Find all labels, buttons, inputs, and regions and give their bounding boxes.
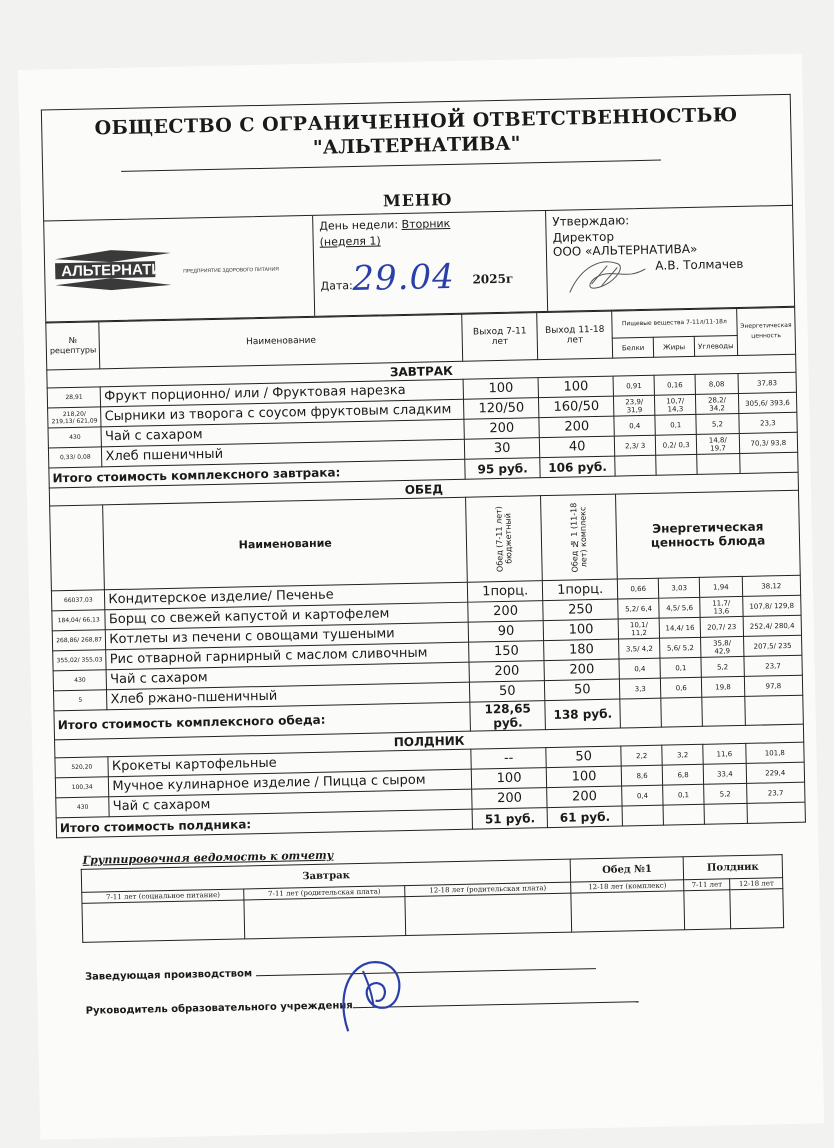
row-out2: 180 — [544, 639, 619, 661]
row-protein: 5,2/ 6,4 — [618, 598, 659, 619]
header-nutrients: Пищевые вещества 7-11л/11-18л — [612, 309, 737, 339]
row-fat: 0,1 — [663, 784, 704, 805]
row-fat: 0,16 — [654, 374, 695, 395]
row-carbs: 5,2 — [696, 413, 739, 434]
row-name: Кондитерское изделие/ Печенье — [105, 582, 468, 610]
group-cell — [244, 897, 405, 939]
row-energy: 107,8/ 129,8 — [742, 595, 801, 616]
row-protein: 0,91 — [613, 375, 654, 396]
header-out1: Выход 7-11 лет — [462, 313, 538, 362]
row-energy: 23,3 — [739, 412, 798, 433]
row-energy: 70,3/ 93,8 — [739, 432, 798, 453]
row-name: Чай с сахаром — [101, 419, 464, 447]
row-protein: 0,4 — [622, 785, 663, 806]
row-protein: 0,4 — [619, 658, 660, 679]
row-name: Сырники из творога с соусом фруктовым сладким — [101, 399, 464, 427]
row-out1: 90 — [468, 621, 543, 643]
row-name: Мучное кулинарное изделие / Пицца с сыром — [109, 769, 472, 797]
approval-block — [546, 206, 794, 311]
row-energy: 97,8 — [744, 675, 803, 696]
row-out1: 120/50 — [464, 398, 539, 420]
group-lunch: Обед №1 — [570, 857, 683, 882]
row-name: Рис отварной гарнирный с маслом сливочным — [106, 642, 469, 670]
breakfast-price-1: 95 руб. — [465, 458, 540, 480]
row-code: 268,86/ 268,87 — [52, 630, 106, 651]
header-energy: Энергетическая ценность — [736, 307, 795, 355]
approve-label: Утверждаю: — [552, 213, 630, 229]
lunch-header-out1: Обед (7-11 лет) бюджетный — [494, 505, 514, 573]
director-signature-icon — [561, 255, 652, 299]
row-protein: 0,66 — [617, 578, 658, 599]
row-energy: 37,83 — [738, 372, 797, 393]
row-out1: 50 — [470, 681, 545, 703]
row-fat: 0,1 — [655, 414, 696, 435]
row-out1: 200 — [468, 601, 543, 623]
production-head-signature-line — [85, 954, 809, 983]
group-col-6: 12-18 лет — [730, 878, 783, 890]
group-cell — [684, 890, 731, 930]
group-col-5: 7-11 лет — [684, 879, 731, 891]
org-name-line2: "АЛЬТЕРНАТИВА" — [312, 132, 521, 159]
breakfast-total-label: Итого стоимость комплексного завтрака: — [49, 459, 466, 488]
lunch-total-label: Итого стоимость комплексного обеда: — [54, 702, 471, 740]
row-carbs: 14,8/ 19,7 — [696, 433, 739, 454]
row-energy: 252,4/ 280,4 — [743, 615, 802, 636]
org-underline — [121, 160, 661, 172]
handwritten-signature-icon — [327, 950, 419, 1042]
row-carbs: 11,7/ 13,6 — [700, 596, 743, 617]
menu-title: МЕНЮ — [43, 183, 793, 221]
header-fat: Жиры — [653, 336, 694, 357]
row-out1: 100 — [471, 768, 546, 790]
row-out2: 200 — [539, 416, 614, 438]
row-code: 430 — [53, 670, 107, 691]
group-cell — [730, 889, 783, 929]
row-energy: 229,4 — [746, 762, 805, 783]
row-protein: 3,5/ 4,2 — [619, 638, 660, 659]
lunch-header-energy: Энергетическая ценность блюда — [616, 490, 801, 579]
row-fat: 3,2 — [662, 744, 703, 765]
row-out1: 1порц. — [468, 581, 543, 603]
production-head-label: Заведующая производством — [84, 968, 253, 983]
group-cell — [82, 900, 245, 942]
signature-line — [255, 958, 595, 976]
year: 2025г — [472, 271, 514, 287]
group-col-2: 7-11 лет (родительская плата) — [244, 886, 405, 900]
row-out2: 200 — [547, 786, 622, 808]
group-col-3: 12-18 лет (родительская плата) — [404, 882, 571, 896]
row-code: 430 — [48, 427, 102, 448]
day-label: День недели: — [319, 218, 399, 233]
row-energy: 305,6/ 393,6 — [738, 392, 797, 413]
row-out2: 160/50 — [539, 396, 614, 418]
row-carbs: 33,4 — [703, 763, 746, 784]
group-col-1: 7-11 лет (социальное питание) — [82, 889, 245, 903]
row-energy: 101,8 — [745, 742, 804, 763]
row-fat: 10,7/ 14,3 — [655, 394, 696, 415]
lunch-price-2: 138 руб. — [545, 699, 621, 730]
row-fat: 3,03 — [658, 577, 699, 598]
row-protein: 3,3 — [620, 678, 661, 699]
group-breakfast: Завтрак — [81, 859, 571, 892]
lunch-header-out2: Обед № 1 (11-18 лет) комплекс — [569, 502, 589, 573]
row-energy: 207,5/ 235 — [743, 635, 802, 656]
approver-name: А.В. Толмачев — [655, 256, 744, 273]
row-fat: 6,8 — [662, 764, 703, 785]
row-protein: 23,9/ 31,9 — [614, 395, 655, 416]
group-report-table — [81, 854, 784, 943]
header-no: № рецептуры — [46, 322, 100, 370]
row-energy: 38,12 — [742, 575, 801, 596]
row-protein: 0,4 — [614, 415, 655, 436]
row-code: 0,33/ 0,08 — [48, 447, 102, 468]
day-of-week — [319, 217, 450, 233]
row-out2: 40 — [540, 436, 615, 458]
row-out1: 200 — [472, 788, 547, 810]
document-head — [43, 205, 795, 323]
breakfast-price-2: 106 руб. — [540, 456, 615, 478]
row-carbs: 1,94 — [699, 576, 742, 597]
header-name: Наименование — [99, 314, 463, 369]
row-fat: 0,2/ 0,3 — [655, 434, 696, 455]
approver-company: ООО «АЛЬТЕРНАТИВА» — [552, 241, 698, 259]
row-name: Котлеты из печени с овощами тушеными — [106, 622, 469, 650]
row-out1: -- — [471, 748, 546, 770]
row-carbs: 20,7/ 23 — [700, 616, 743, 637]
row-code: 218,20/ 219,13/ 621,09 — [48, 407, 102, 428]
lunch-header — [50, 490, 801, 591]
approver-title: Директор — [552, 229, 615, 245]
row-out2: 200 — [544, 659, 619, 681]
row-carbs: 35,8/ 42,9 — [701, 636, 744, 657]
group-snack: Полдник — [683, 855, 782, 880]
header-carbs: Углеводы — [694, 336, 737, 357]
snack-title: ПОЛДНИК — [55, 724, 804, 758]
day-value: Вторник — [401, 216, 451, 231]
org-name-line1: ОБЩЕСТВО С ОГРАНИЧЕННОЙ ОТВЕТСТВЕННОСТЬЮ — [94, 103, 738, 140]
group-cell — [571, 891, 684, 932]
row-fat: 5,6/ 5,2 — [660, 637, 701, 658]
row-name: Чай с сахаром — [109, 789, 472, 817]
row-code: 184,04/ 66,13 — [52, 610, 106, 631]
snack-price-2: 61 руб. — [547, 806, 622, 828]
org-header — [41, 94, 793, 199]
row-name: Чай с сахаром — [106, 662, 469, 690]
row-code: 66037,03 — [51, 590, 105, 611]
school-head-label: Руководитель образовательного учреждения — [85, 1000, 353, 1017]
week-number: (неделя 1) — [319, 234, 381, 249]
snack-total-label: Итого стоимость полдника: — [56, 809, 473, 838]
row-fat: 4,5/ 5,6 — [659, 597, 700, 618]
row-name: Фрукт порционно/ или / Фруктовая нарезка — [101, 379, 464, 407]
group-report-title: Группировочная ведомость к отчету — [82, 848, 334, 867]
row-out2: 100 — [543, 619, 618, 641]
row-name: Крокеты картофельные — [108, 749, 471, 777]
breakfast-title: ЗАВТРАК — [47, 354, 796, 388]
row-code: 28,91 — [47, 387, 101, 408]
row-out1: 30 — [465, 438, 540, 460]
header-protein: Белки — [612, 337, 653, 358]
row-carbs: 11,6 — [703, 743, 746, 764]
row-carbs: 19,8 — [702, 676, 745, 697]
row-name: Хлеб пшеничный — [102, 439, 465, 467]
row-fat: 0,1 — [660, 657, 701, 678]
row-carbs: 5,2 — [701, 656, 744, 677]
row-code: 355,02/ 355,03 — [53, 650, 107, 671]
row-carbs: 28,2/ 34,2 — [696, 393, 739, 414]
row-protein: 2,3/ 3 — [614, 435, 655, 456]
header-out2: Выход 11-18 лет — [537, 311, 613, 360]
school-head-signature-line — [86, 988, 810, 1017]
row-name: Борщ со свежей капустой и картофелем — [105, 602, 468, 630]
lunch-price-1: 128,65 руб. — [470, 701, 546, 732]
company-logo — [44, 216, 315, 322]
row-protein: 10,1/ 11,2 — [618, 618, 659, 639]
row-protein: 8,6 — [621, 765, 662, 786]
row-protein: 2,2 — [621, 745, 662, 766]
row-out2: 100 — [546, 766, 621, 788]
lunch-title: ОБЕД — [49, 472, 798, 506]
group-cell — [405, 893, 572, 935]
date-label: Дата: — [320, 279, 353, 293]
row-out2: 100 — [538, 376, 613, 398]
row-code: 430 — [56, 797, 110, 818]
row-out2: 1порц. — [542, 579, 617, 601]
row-out2: 250 — [543, 599, 618, 621]
row-name: Хлеб ржано-пшеничный — [107, 682, 470, 710]
row-energy: 23,7 — [746, 782, 805, 803]
row-carbs: 5,2 — [704, 783, 747, 804]
group-col-4: 12-18 лет (комплекс) — [571, 880, 684, 893]
logo-tagline: ПРЕДПРИЯТИЕ ЗДОРОВОГО ПИТАНИЯ — [183, 266, 279, 275]
row-code: 5 — [54, 690, 108, 711]
logo-icon — [51, 240, 306, 297]
menu-sheet — [41, 94, 810, 1018]
logo-text: АЛЬТЕРНАТИВА — [61, 260, 184, 281]
row-out1: 100 — [463, 378, 538, 400]
lunch-header-name: Наименование — [103, 497, 468, 590]
row-out1: 150 — [469, 641, 544, 663]
menu-table — [45, 307, 806, 839]
row-fat: 0,6 — [661, 677, 702, 698]
row-fat: 14,4/ 16 — [659, 617, 700, 638]
handwritten-date: 29.04 — [352, 256, 456, 300]
row-carbs: 8,08 — [695, 373, 738, 394]
row-code: 100,34 — [55, 777, 109, 798]
row-out1: 200 — [469, 661, 544, 683]
day-block — [313, 211, 548, 316]
row-out1: 200 — [464, 418, 539, 440]
row-out2: 50 — [545, 679, 620, 701]
menu-document — [18, 54, 824, 1140]
row-energy: 23,7 — [744, 655, 803, 676]
row-code: 520,20 — [55, 757, 109, 778]
row-out2: 50 — [546, 746, 621, 768]
snack-price-1: 51 руб. — [472, 808, 547, 830]
